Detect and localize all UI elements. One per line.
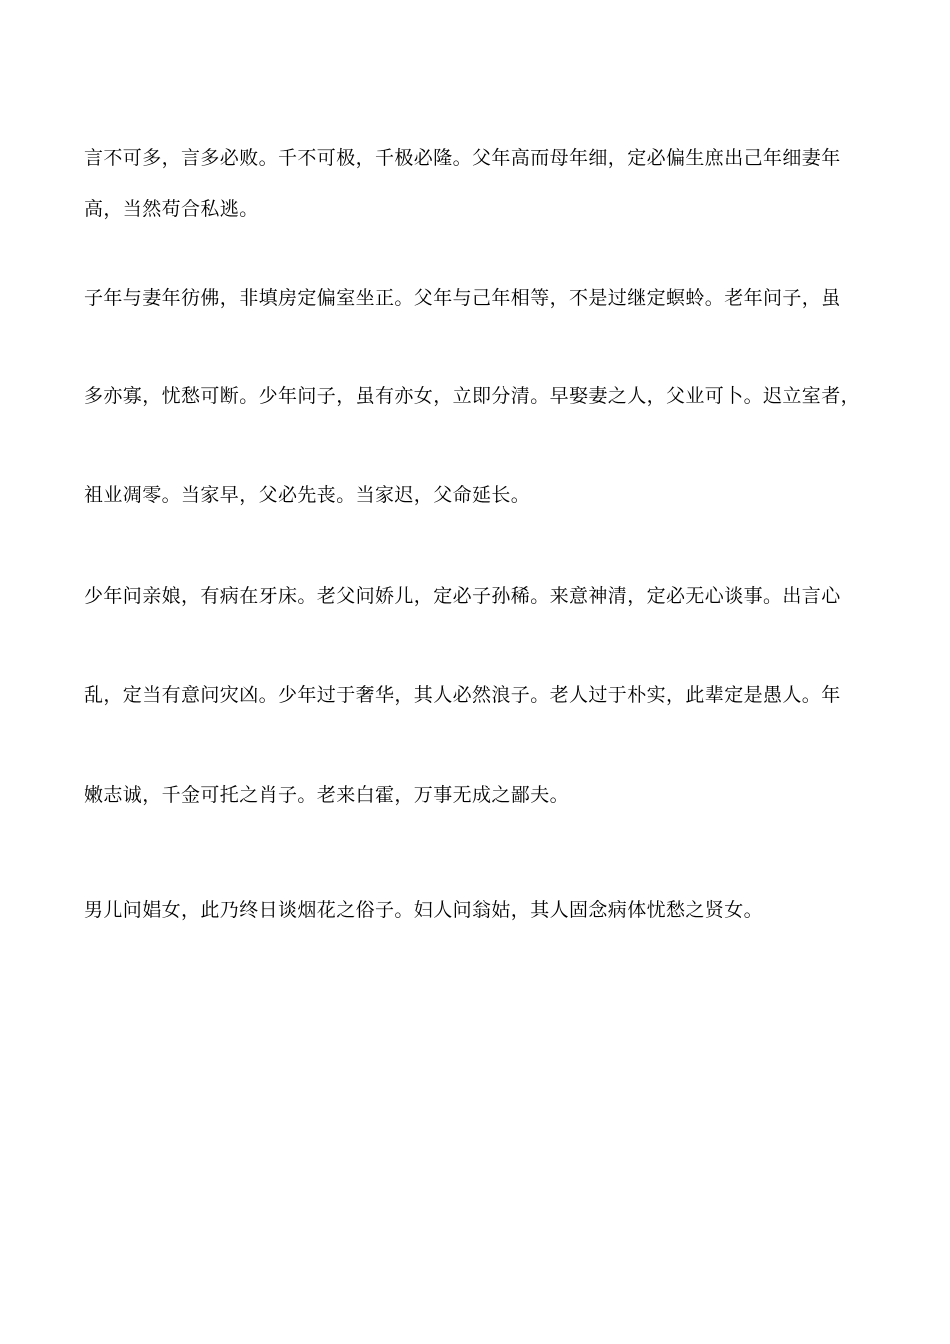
- paragraph-1-line-2: 高，当然苟合私逃。: [84, 198, 259, 220]
- paragraph-4-line-1: 男儿问娼女，此乃终日谈烟花之俗子。妇人问翁姑，其人固念病体忧愁之贤女。: [84, 899, 764, 921]
- paragraph-2-line-2: 多亦寡，忧愁可断。少年问子，虽有亦女，立即分清。早娶妻之人，父业可卜。迟立室者，: [84, 385, 861, 407]
- paragraph-2-line-3: 祖业凋零。当家早，父必先丧。当家迟，父命延长。: [84, 484, 531, 506]
- paragraph-1-line-1: 言不可多，言多必败。千不可极，千极必隆。父年高而母年细，定必偏生庶出己年细妻年: [84, 147, 841, 169]
- paragraph-3-line-1: 少年问亲娘，有病在牙床。老父问娇儿，定必子孙稀。来意神清，定必无心谈事。出言心: [84, 585, 841, 607]
- paragraph-3-line-3: 嫩志诚，千金可托之肖子。老来白霍，万事无成之鄙夫。: [84, 784, 570, 806]
- paragraph-3-line-2: 乱，定当有意问灾凶。少年过于奢华，其人必然浪子。老人过于朴实，此辈定是愚人。年: [84, 684, 841, 706]
- paragraph-2-line-1: 子年与妻年彷佛，非填房定偏室坐正。父年与己年相等，不是过继定螟蛉。老年问子，虽: [84, 287, 841, 309]
